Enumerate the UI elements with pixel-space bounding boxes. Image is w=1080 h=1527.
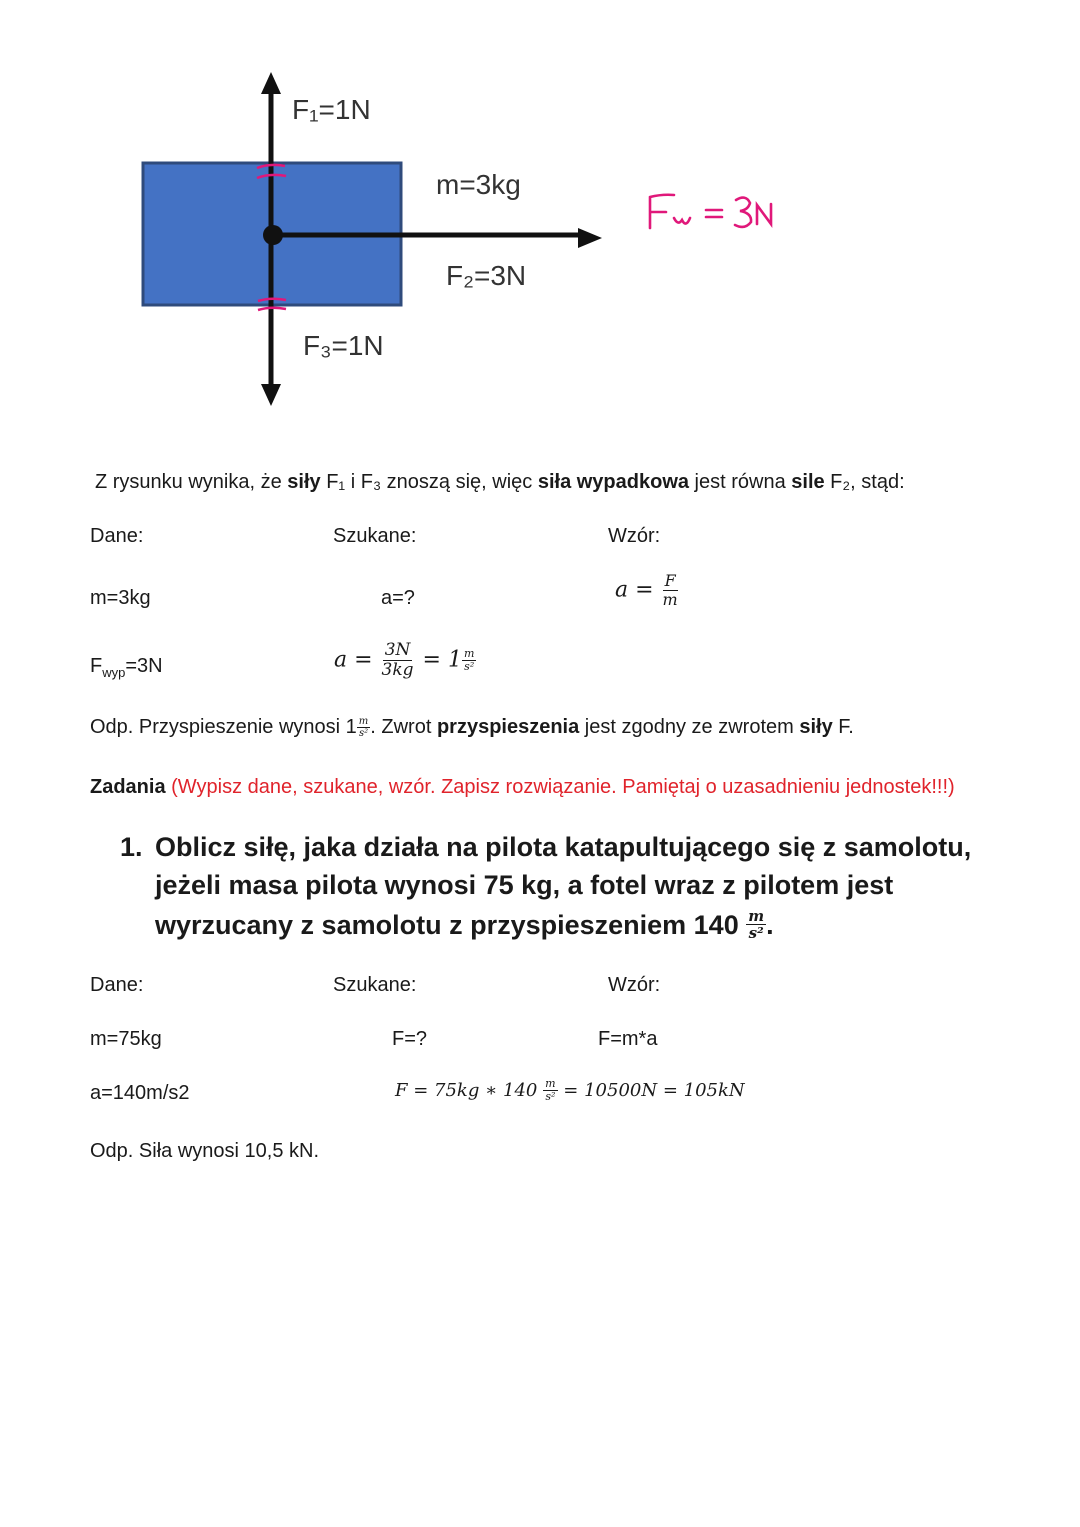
task1-number: 1. [120, 832, 143, 862]
example-answer: Odp. Przyspieszenie wynosi 1 $\frac{m}{\text{s²}}$ . Zwrot przyspieszenia jest zgodny ze zwrotem siły F. [90, 716, 854, 740]
f2-label: F₂=3N [446, 260, 527, 291]
application-point [263, 225, 283, 245]
solution-wzor-label: Wzór: [608, 974, 661, 996]
solution-accel: a=140m/s2 [90, 1082, 190, 1104]
solution-szukane-label: Szukane: [333, 974, 417, 996]
intro-sentence: Z rysunku wynika, że siły F₁ i F₃ znoszą się, więc siła wypadkowa jest równa sile F₂, stąd: [95, 471, 905, 493]
f3-arrowhead [261, 384, 281, 406]
solution-dane-label: Dane: [90, 974, 144, 996]
example-wzor-label: Wzór: [608, 525, 661, 547]
f1-label: F₁=1N [292, 94, 371, 125]
f3-label: F₃=1N [303, 330, 384, 361]
f2-arrowhead [578, 228, 602, 248]
example-szukane-label: Szukane: [333, 525, 417, 547]
example-formula: a = $\frac{F}{m}$ [615, 571, 678, 609]
f1-arrowhead [261, 72, 281, 94]
solution-calculation: F = 75kg ∗ 140 $\frac{m}{\text{s²}}$ = 10500N = 105kN [395, 1077, 745, 1104]
task1-statement: Oblicz siłę, jaka działa na pilota katapultującego się z samolotu, jeżeli masa pilota wynosi 75 kg, a fotel wraz z pilotem jest wyrzucany z samolotu z przyspieszeniem 140 $\frac{m}{\text{s²}}$ . [155, 832, 972, 943]
solution-formula: F=m*a [598, 1028, 658, 1050]
example-unknown: a=? [381, 587, 415, 609]
solution-mass: m=75kg [90, 1028, 162, 1050]
example-fwyp: $F_{wyp}=3N$ [90, 655, 163, 680]
example-mass: m=3kg [90, 587, 151, 609]
mass-label: m=3kg [436, 169, 521, 200]
solution-unknown: F=? [392, 1028, 428, 1050]
example-calculation: a = $\frac{3N}{3kg}$ = 1 $\frac{m}{\text{s²}}$ [334, 640, 475, 680]
handwritten-note-text [640, 192, 748, 235]
force-diagram [0, 0, 1080, 440]
example-dane-label: Dane: [90, 525, 144, 547]
tasks-header: Zadania (Wypisz dane, szukane, wzór. Zapisz rozwiązanie. Pamiętaj o uzasadnieniu jednostek!!!) [90, 776, 955, 798]
solution-answer: Odp. Siła wynosi 10,5 kN. [90, 1140, 319, 1162]
